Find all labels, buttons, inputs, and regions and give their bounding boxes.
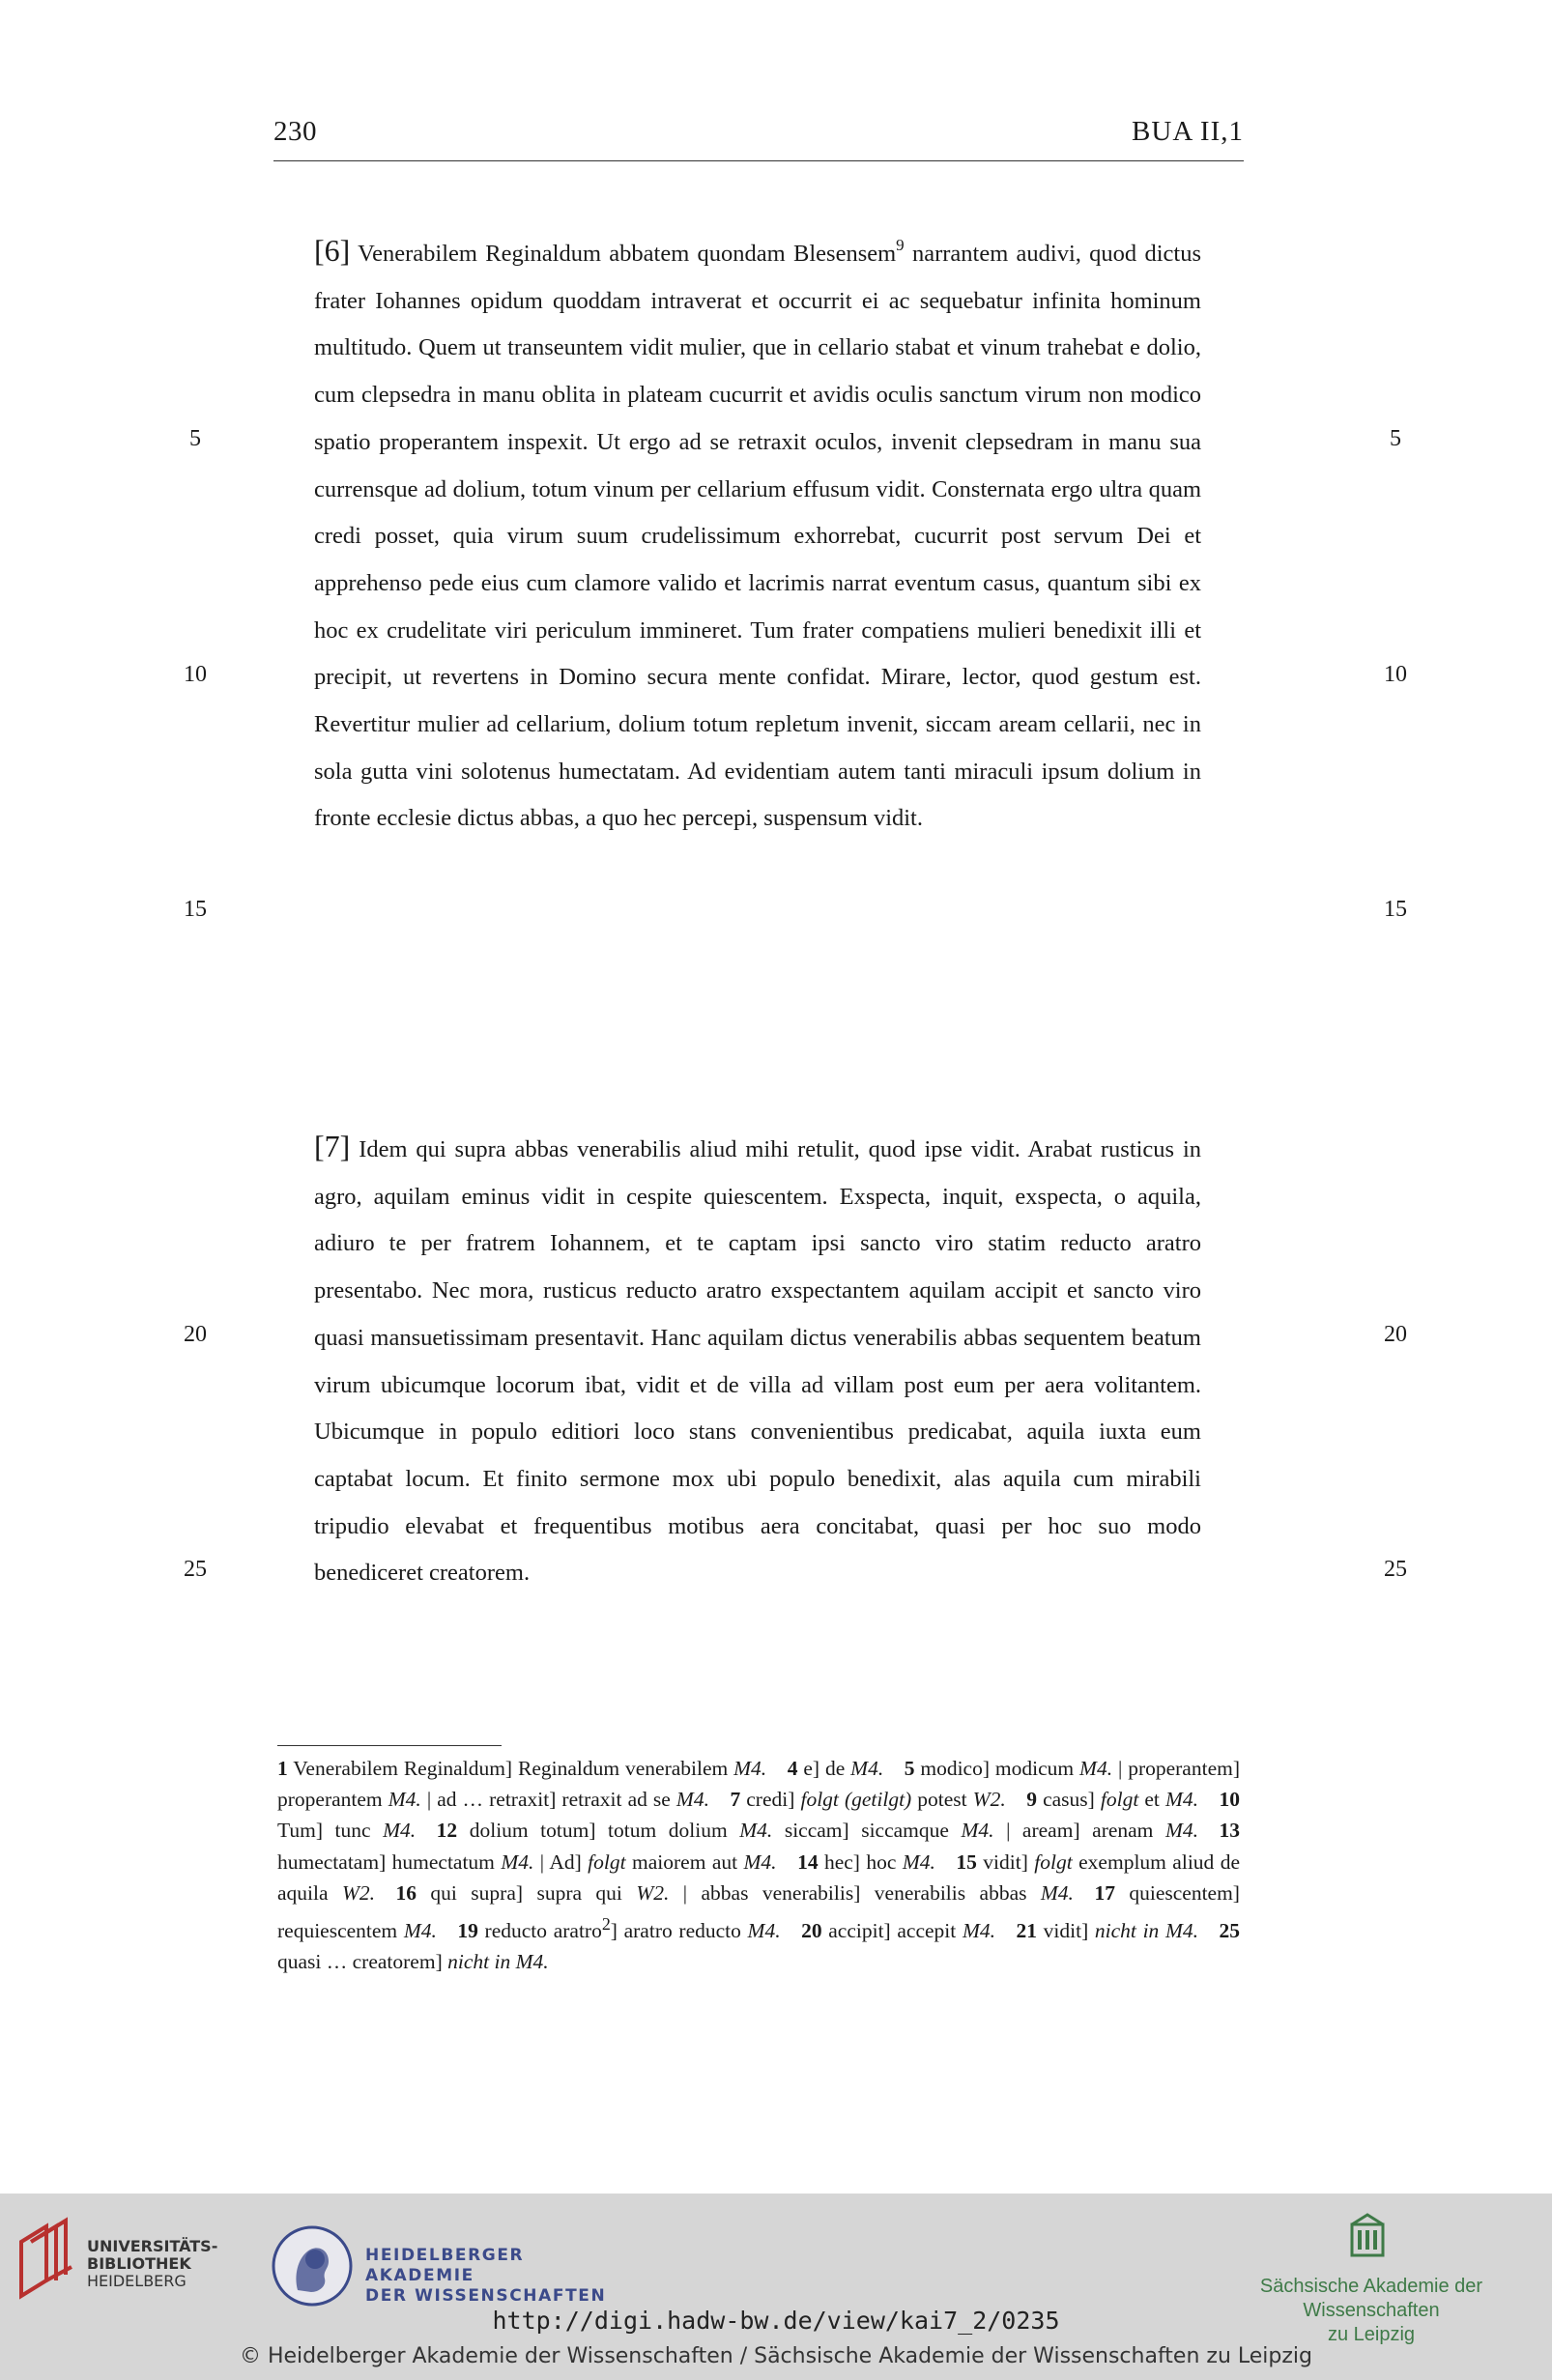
line-number-10-left: 10 (184, 662, 207, 687)
running-head: BUA II,1 (1132, 116, 1244, 147)
apparatus-entry-part: folgt (588, 1850, 626, 1874)
apparatus-entry-part: e] de (797, 1757, 851, 1780)
digitization-footer (0, 2194, 1552, 2380)
apparatus-entry-part: exemplum aliud de aquila (277, 1850, 1240, 1905)
university-library-logo[interactable] (17, 2213, 220, 2309)
apparatus-entry-part: hec] hoc (818, 1850, 903, 1874)
line-number-5-right: 5 (1390, 426, 1401, 451)
apparatus-entry-part: 14 (797, 1850, 819, 1874)
academy-seal-icon (269, 2222, 356, 2309)
apparatus-entry-part: M4. (747, 1919, 781, 1943)
apparatus-entry-part: 25 (1219, 1919, 1240, 1943)
apparatus-entry-part: M4. (383, 1819, 417, 1843)
apparatus-entry-part: maiorem aut (625, 1850, 744, 1874)
apparatus-entry-part: M4. (1040, 1880, 1074, 1905)
apparatus-entry-part: M4. (675, 1788, 709, 1812)
building-icon (1348, 2211, 1387, 2259)
paragraph-text: narrantem audivi, quod dictus frater Iohannes opidum quoddam intraverat et occurrit ei ac sequebatur infinita hominum multitudo. Quem ut transeuntem vidit mulier, que in cellario stabat et vinum trahebat e dolio, cum clepsedra in manu oblita in plateam cucurrit et avidis oculis sanctum virum non modico spatio properantem inspexit. Ut ergo ad se retraxit oculos, invenit clepsedram in manu sua currensque ad dolium, totum vinum per cellarium effusum vidit. Consternata ergo ultra quam credi posset, quia virum suum crudelissimum exhorrebat, cucurrit post servum Dei et apprehenso pede eius cum clamore valido et lacrimis narrat eventum casus, quantum sibi ex hoc ex crudelitate viri periculum immineret. Tum frater compatiens mulieri benedixit illi et precipit, ut revertens in Domino secura mente confidat. Mirare, lector, quod gestum est. Revertitur mulier ad cellarium, dolium totum repletum invenit, siccam aream cellarii, nec in sola gutta vini solotenus humectatam. Ad evidentiam autem tanti miraculi ipsum dolium in fronte ecclesie dictus abbas, a quo hec percepi, suspensum vidit. (314, 241, 1201, 832)
apparatus-entry-part: M4. (739, 1819, 773, 1843)
apparatus-entry-part: M4. (1079, 1757, 1113, 1780)
paragraph-7 (314, 1123, 1201, 1597)
apparatus-entry-part: casus] (1037, 1788, 1101, 1812)
footnote-divider (277, 1745, 502, 1746)
apparatus-entry-part: M4. (850, 1757, 884, 1780)
line-number-25-left: 25 (184, 1557, 207, 1582)
apparatus-entry-part: 10 (1219, 1788, 1240, 1812)
apparatus-entry-part: 7 (730, 1788, 741, 1812)
apparatus-entry-part: 5 (904, 1757, 915, 1780)
logo-text: zu Leipzig (1327, 2324, 1416, 2345)
apparatus-entry-part: folgt (1034, 1850, 1073, 1874)
apparatus-entry-part: W2. (341, 1880, 375, 1905)
apparatus-entry-part: M4. (961, 1819, 994, 1843)
apparatus-entry-part: nicht in M4. (1094, 1919, 1198, 1943)
apparatus-entry-part: accipit] accepit (821, 1919, 963, 1943)
apparatus-entry-part: M4. (1164, 1788, 1198, 1812)
library-emblem-icon (17, 2213, 77, 2302)
apparatus-entry-part: M4. (388, 1788, 421, 1812)
apparatus-entry-part: qui supra] supra qui (417, 1880, 637, 1905)
apparatus-entry-part: 17 (1094, 1880, 1115, 1905)
apparatus-entry-part: | Ad] (533, 1850, 589, 1874)
apparatus-entry-part: | properantem] properantem (277, 1757, 1240, 1812)
apparatus-entry-part: M4. (962, 1919, 995, 1943)
apparatus-entry-part: 19 (457, 1919, 478, 1943)
line-number-15-right: 15 (1384, 897, 1407, 922)
page-number: 230 (273, 116, 317, 147)
apparatus-entry-part: 2 (601, 1914, 611, 1935)
apparatus-entry-part: 13 (1219, 1819, 1240, 1843)
apparatus-entry-part: nicht in M4. (447, 1950, 549, 1974)
logo-text: Sächsische Akademie der Wissenschaften (1259, 2276, 1483, 2321)
apparatus-entry-part: 4 (787, 1757, 798, 1780)
apparatus-entry-part: modico] modicum (914, 1757, 1080, 1780)
logo-text: DER WISSENSCHAFTEN (365, 2286, 607, 2306)
apparatus-entry-part: Tum] tunc (277, 1819, 384, 1843)
apparatus-entry-part: M4. (501, 1850, 534, 1874)
line-number-20-left: 20 (184, 1322, 207, 1347)
apparatus-entry-part: humectatam] humectatum (277, 1850, 502, 1874)
apparatus-entry-part: | ad … retraxit] retraxit ad se (420, 1788, 676, 1812)
logo-text: HEIDELBERGER AKADEMIE (365, 2246, 525, 2285)
apparatus-entry-part: Venerabilem Reginaldum] Reginaldum venerabilem (287, 1757, 734, 1780)
apparatus-entry-part: 12 (436, 1819, 458, 1843)
apparatus-entry-part: 21 (1016, 1919, 1037, 1943)
apparatus-entry-part: | abbas venerabilis] venerabilis abbas (669, 1880, 1041, 1905)
logo-text: UNIVERSITÄTS- (87, 2237, 218, 2255)
apparatus-entry-part: M4. (902, 1850, 935, 1874)
critical-apparatus (277, 1753, 1240, 1978)
apparatus-entry-part: M4. (743, 1850, 777, 1874)
paragraph-number: [7] (314, 1129, 351, 1163)
line-number-20-right: 20 (1384, 1322, 1407, 1347)
heidelberg-academy-logo[interactable] (269, 2211, 636, 2317)
line-number-15-left: 15 (184, 897, 207, 922)
permalink[interactable]: http://digi.hadw-bw.de/view/kai7_2/0235 (492, 2307, 1060, 2335)
apparatus-entry-part: et (1138, 1788, 1165, 1812)
apparatus-entry-part: quasi … creatorem] (277, 1950, 448, 1974)
apparatus-entry-part: 16 (395, 1880, 417, 1905)
page-header (273, 114, 1244, 161)
paragraph-6 (314, 227, 1201, 843)
line-number-25-right: 25 (1384, 1557, 1407, 1582)
apparatus-entry-part: reducto aratro (477, 1919, 602, 1943)
apparatus-entry-part: credi] (740, 1788, 801, 1812)
apparatus-entry-part: 9 (1026, 1788, 1038, 1812)
apparatus-entry-part: quiescentem] requiescentem (277, 1880, 1240, 1943)
apparatus-entry-part: M4. (733, 1757, 767, 1780)
apparatus-entry-part: M4. (403, 1919, 437, 1943)
apparatus-entry-part: potest (911, 1788, 973, 1812)
apparatus-entry-part: M4. (1164, 1819, 1198, 1843)
apparatus-entry-part: W2. (636, 1880, 670, 1905)
apparatus-entry-part: 1 (277, 1757, 288, 1780)
apparatus-entry-part: ] aratro reducto (610, 1919, 748, 1943)
apparatus-entry-part: folgt (getilgt) (800, 1788, 912, 1812)
line-number-5-left: 5 (189, 426, 201, 451)
apparatus-entry-part: siccam] siccamque (772, 1819, 962, 1843)
paragraph-text: Venerabilem Reginaldum abbatem quondam Blesensem (358, 241, 897, 267)
copyright-notice: © Heidelberger Akademie der Wissenschaften / Sächsische Akademie der Wissenschaften zu Leipzig (239, 2344, 1312, 2368)
logo-text: HEIDELBERG (87, 2272, 187, 2290)
paragraph-text: Idem qui supra abbas venerabilis aliud mihi retulit, quod ipse vidit. Arabat rusticus in agro, aquilam eminus vidit in cespite quiescentem. Exspecta, inquit, exspecta, o aquila, adiuro te per fratrem Iohannem, et te captam ipsi sancto viro statim reducto aratro presentabo. Nec mora, rusticus reducto aratro exspectantem aquilam accipit et sancto viro quasi mansuetissimam presentavit. Hanc aquilam dictus venerabilis abbas sequentem beatum virum ubicumque locorum ibat, vidit et de villa ad villam post eum per aera volitantem. Ubicumque in populo editiori loco stans convenientibus predicabat, aquila iuxta eum captabat locum. Et finito sermone mox ubi populo benedixit, alas aquila cum mirabili tripudio elevabat et frequentibus motibus aera concitabat, quasi per hoc suo modo benediceret creatorem. (314, 1136, 1202, 1587)
line-number-10-right: 10 (1384, 662, 1407, 687)
apparatus-entry-part: 20 (801, 1919, 822, 1943)
apparatus-entry-part: dolium totum] totum dolium (457, 1819, 740, 1843)
apparatus-entry-part: 15 (956, 1850, 977, 1874)
logo-text: BIBLIOTHEK (87, 2254, 191, 2273)
apparatus-entry-part: folgt (1100, 1788, 1139, 1812)
apparatus-entry-part: vidit] (976, 1850, 1035, 1874)
note-reference: 9 (896, 235, 905, 254)
paragraph-number: [6] (314, 233, 351, 268)
apparatus-entry-part: vidit] (1036, 1919, 1095, 1943)
apparatus-entry-part: W2. (972, 1788, 1006, 1812)
apparatus-entry-part: | aream] arenam (993, 1819, 1165, 1843)
